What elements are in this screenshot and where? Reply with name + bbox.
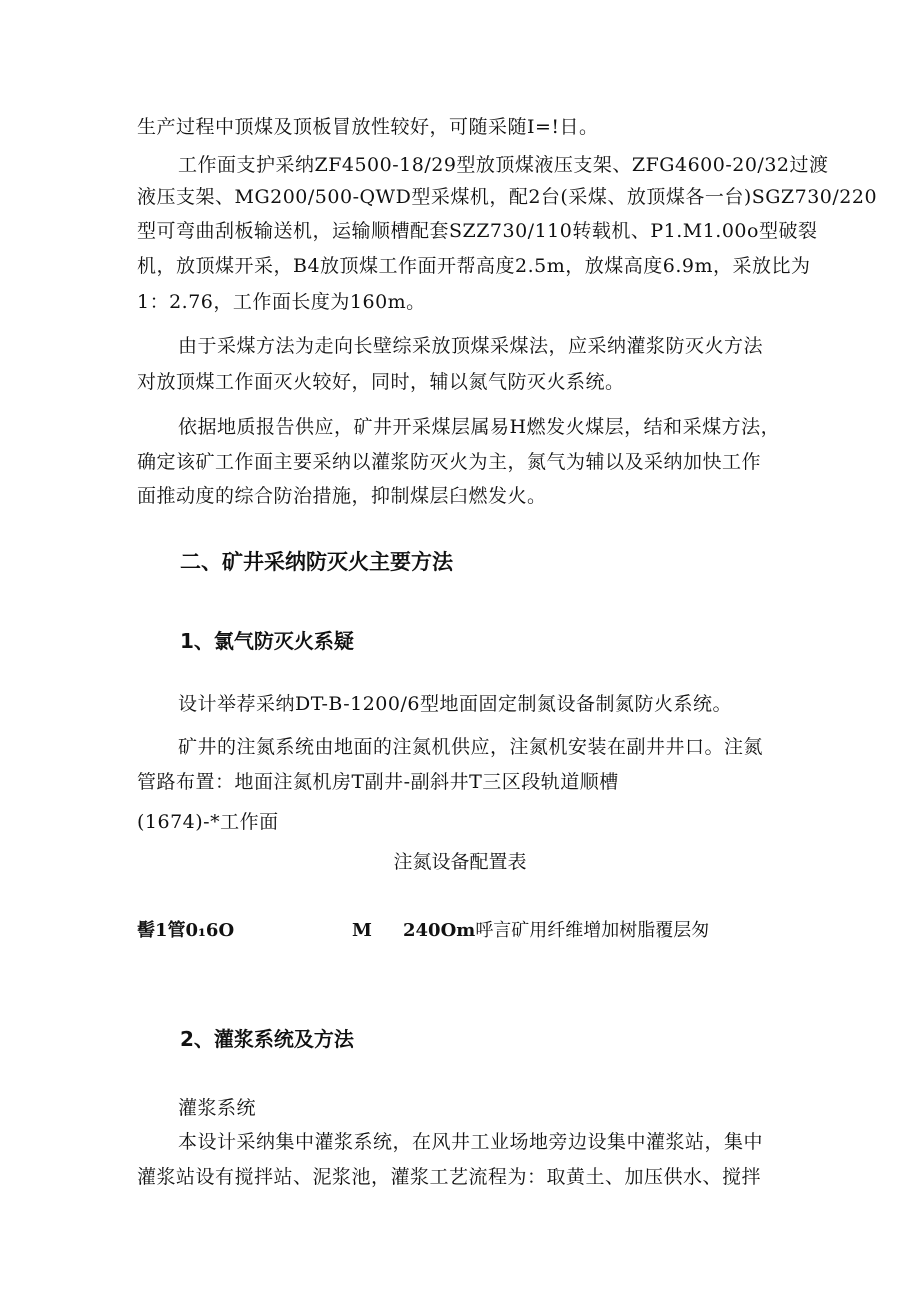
paragraph-line: 依据地质报告供应，矿井开采煤层属易H燃发火煤层，结和采煤方法， xyxy=(178,416,781,438)
paragraph-line: 型可弯曲刮板输送机，运输顺槽配套SZZ730/110转载机、P1.M1.00o型破裂 xyxy=(137,220,818,242)
paragraph-line: 设计举荐采纳DT-B-1200/6型地面固定制氮设备制氮防火系统。 xyxy=(178,693,732,715)
paragraph-line: 确定该矿工作面主要采纳以灌浆防灭火为主，氮气为辅以及采纳加快工作 xyxy=(137,451,762,473)
paragraph-line: 液压支架、MG200/500-QWD型采煤机，配2台(采煤、放顶煤各一台)SGZ730/220 xyxy=(137,186,878,208)
table-cell: M xyxy=(352,920,372,941)
table-cell-text: 呼言矿用纤维增加树脂覆层匆 xyxy=(475,920,710,941)
section-heading: 二、矿井采纳防灭火主要方法 xyxy=(180,550,453,574)
paragraph-line: 灌浆系统 xyxy=(178,1097,257,1119)
paragraph-line: 面推动度的综合防治措施，抑制煤层臼燃发火。 xyxy=(137,485,547,507)
table-title: 注氮设备配置表 xyxy=(393,851,527,873)
subsection-heading: 1、氯气防灭火系疑 xyxy=(180,629,354,653)
paragraph-line: 矿井的注氮系统由地面的注氮机供应，注氮机安装在副井井口。注氮 xyxy=(178,736,764,758)
paragraph-line: 由于采煤方法为走向长壁综采放顶煤采煤法，应采纳灌浆防灭火方法 xyxy=(178,335,764,357)
paragraph-line: 对放顶煤工作面灭火较好，同时，辅以氮气防灭火系统。 xyxy=(137,371,625,393)
table-cell xyxy=(403,917,709,945)
table-cell-value: 240Om xyxy=(403,920,476,941)
table-cell: 髻1管0₁6O xyxy=(137,920,235,941)
subsection-heading: 2、灌浆系统及方法 xyxy=(180,1027,354,1051)
paragraph-line: 1：2.76，工作面长度为160m。 xyxy=(137,291,426,313)
paragraph-line: 生产过程中顶煤及顶板冒放性较好，可随采随I=!日。 xyxy=(137,116,599,138)
paragraph-line: 工作面支护采纳ZF4500-18/29型放顶煤液压支架、ZFG4600-20/32过渡 xyxy=(178,154,829,176)
paragraph-line: 管路布置：地面注氮机房T副井-副斜井T三区段轨道顺槽 xyxy=(137,771,619,793)
paragraph-line: 灌浆站设有搅拌站、泥浆池，灌浆工艺流程为：取黄土、加压供水、搅拌 xyxy=(137,1166,762,1188)
paragraph-line: 机，放顶煤开采，B4放顶煤工作面开帮高度2.5m，放煤高度6.9m，采放比为 xyxy=(137,255,811,277)
paragraph-line: (1674)-*工作面 xyxy=(137,811,279,833)
paragraph-line: 本设计采纳集中灌浆系统，在风井工业场地旁边设集中灌浆站，集中 xyxy=(178,1131,764,1153)
